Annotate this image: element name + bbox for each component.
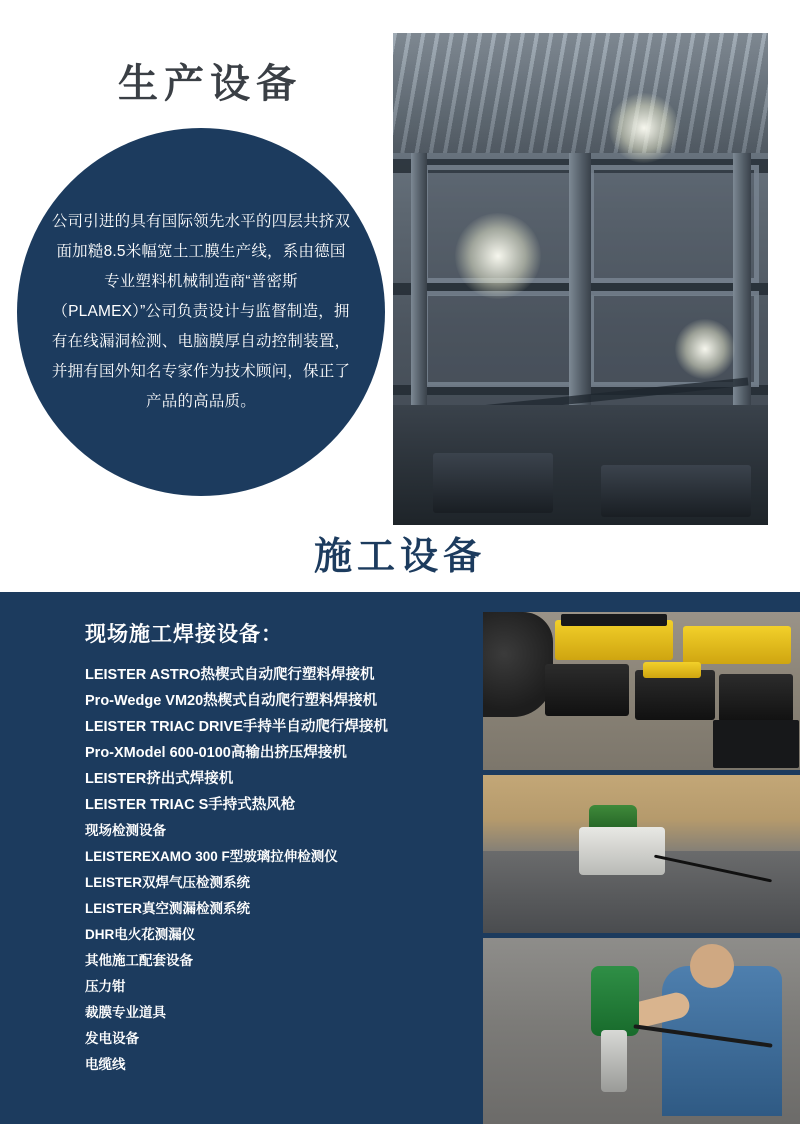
equipment-list-item: LEISTEREXAMO 300 F型玻璃拉伸检测仪 bbox=[85, 849, 338, 864]
equipment-list bbox=[85, 662, 448, 1078]
equipment-list-item: Pro-Wedge VM20热楔式自动爬行塑料焊接机 bbox=[85, 693, 378, 709]
equipment-list-item: 电缆线 bbox=[85, 1057, 126, 1072]
equipment-list-item: DHR电火花测漏仪 bbox=[85, 927, 196, 942]
photo-machine bbox=[601, 465, 751, 517]
photo-case bbox=[545, 664, 629, 716]
equipment-list-item: 发电设备 bbox=[85, 1031, 139, 1046]
equipment-list-heading: 现场施工焊接设备： bbox=[85, 623, 283, 646]
photo-equipment-shadow bbox=[713, 720, 799, 768]
equipment-list-item: LEISTER TRIAC DRIVE手持半自动爬行焊接机 bbox=[85, 719, 388, 735]
photo-lamp-glow bbox=[609, 93, 679, 163]
photo-worker-head bbox=[690, 944, 734, 988]
extrusion-welding-photo bbox=[483, 938, 800, 1124]
photo-roof-structure bbox=[393, 33, 768, 153]
photo-lamp-glow bbox=[455, 213, 541, 299]
production-line-photo bbox=[393, 33, 768, 525]
photo-extrusion-welder bbox=[591, 966, 639, 1036]
equipment-list-item: LEISTER TRIAC S手持式热风枪 bbox=[85, 797, 296, 813]
photo-yellow-welder bbox=[683, 626, 791, 664]
photo-welder-top bbox=[561, 614, 667, 626]
equipment-list-item: LEISTER挤出式焊接机 bbox=[85, 771, 234, 787]
production-description-circle bbox=[17, 128, 385, 496]
page-title: 生产设备 bbox=[118, 62, 302, 106]
equipment-list-item: Pro-XModel 600-0100高输出挤压焊接机 bbox=[85, 745, 347, 761]
equipment-list-item: 压力钳 bbox=[85, 979, 126, 994]
photo-worker-body bbox=[662, 966, 782, 1116]
photo-yellow-welder bbox=[643, 662, 701, 678]
equipment-list-item: 其他施工配套设备 bbox=[85, 953, 193, 968]
equipment-list-panel bbox=[0, 592, 478, 1124]
photo-frame bbox=[423, 291, 583, 387]
testing-device-photo bbox=[483, 775, 800, 933]
production-description-text: 公司引进的具有国际领先水平的四层共挤双面加糙8.5米幅宽土工膜生产线，系由德国专业塑料机械制造商“普密斯（PLAMEX）”公司负责设计与监督制造，拥有在线漏洞检测、电脑膜厚自动控制装置，并拥有国外知名专家作为技术顾问，保正了产品的高品质。 bbox=[51, 213, 351, 410]
equipment-list-item: 现场检测设备 bbox=[85, 823, 166, 838]
photo-welding-gun bbox=[601, 1030, 627, 1092]
equipment-list-item: LEISTER双焊气压检测系统 bbox=[85, 875, 251, 890]
welding-machines-photo bbox=[483, 612, 800, 770]
photo-test-device bbox=[579, 827, 665, 875]
photo-tire bbox=[483, 612, 553, 717]
section-title-construction: 施工设备 bbox=[313, 536, 486, 578]
photo-case bbox=[719, 674, 793, 722]
photo-lamp-glow bbox=[675, 319, 735, 379]
equipment-list-item: LEISTER ASTRO热楔式自动爬行塑料焊接机 bbox=[85, 667, 375, 683]
equipment-list-item: LEISTER真空测漏检测系统 bbox=[85, 901, 251, 916]
construction-equipment-section bbox=[0, 592, 800, 1124]
photo-yellow-welder bbox=[555, 620, 673, 660]
construction-photo-column bbox=[483, 612, 800, 1124]
photo-machine bbox=[433, 453, 553, 513]
equipment-list-item: 裁膜专业道具 bbox=[85, 1005, 166, 1020]
